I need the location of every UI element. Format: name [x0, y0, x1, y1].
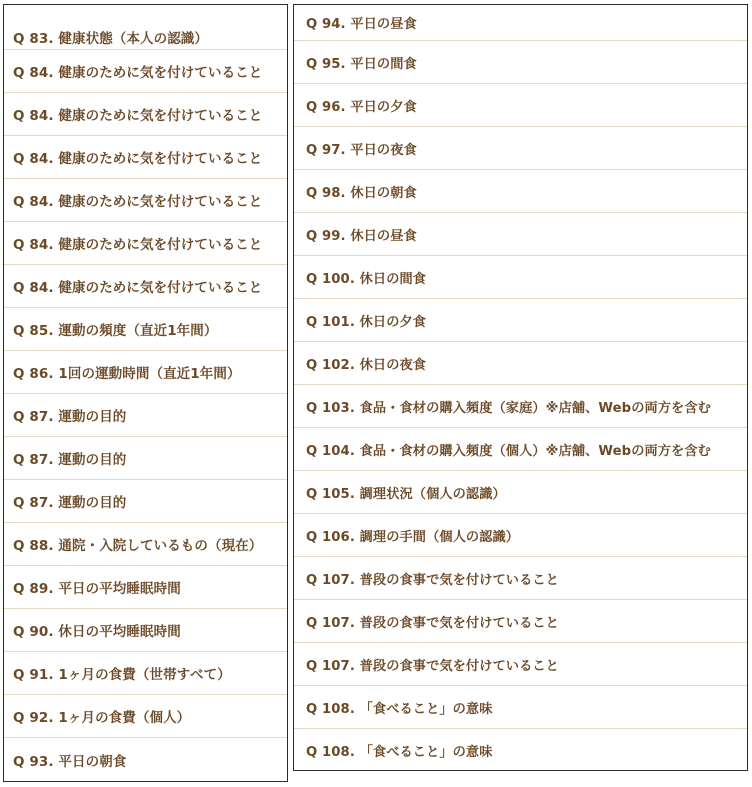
question-label: Q 98. 休日の朝食 [306, 185, 417, 201]
question-label: Q 88. 通院・入院しているもの（現在） [13, 538, 263, 554]
question-list-right [293, 4, 748, 771]
question-link-q106[interactable] [294, 514, 747, 557]
question-link-q87[interactable] [4, 480, 287, 523]
question-link-q105[interactable] [294, 471, 747, 514]
question-link-q91[interactable] [4, 652, 287, 695]
question-label: Q 102. 休日の夜食 [306, 357, 427, 373]
question-link-q93[interactable] [4, 738, 287, 781]
question-label: Q 108. 「食べること」の意味 [306, 745, 493, 760]
question-label: Q 90. 休日の平均睡眠時間 [13, 624, 181, 640]
question-link-q89[interactable] [4, 566, 287, 609]
question-link-q104[interactable] [294, 428, 747, 471]
question-link-q92[interactable] [4, 695, 287, 738]
question-link-q83[interactable] [4, 5, 287, 50]
question-link-q84[interactable] [4, 136, 287, 179]
question-list-right-items [294, 5, 747, 771]
question-link-q107[interactable] [294, 600, 747, 643]
question-label: Q 97. 平日の夜食 [306, 142, 417, 158]
question-link-q108[interactable] [294, 686, 747, 729]
question-label: Q 94. 平日の昼食 [306, 17, 417, 32]
question-link-q88[interactable] [4, 523, 287, 566]
question-link-q84[interactable] [4, 222, 287, 265]
question-link-q99[interactable] [294, 213, 747, 256]
question-link-q107[interactable] [294, 557, 747, 600]
question-link-q94[interactable] [294, 5, 747, 41]
question-link-q87[interactable] [4, 394, 287, 437]
question-link-q86[interactable] [4, 351, 287, 394]
question-label: Q 84. 健康のために気を付けていること [13, 280, 263, 296]
question-label: Q 84. 健康のために気を付けていること [13, 151, 263, 167]
question-label: Q 107. 普段の食事で気を付けていること [306, 615, 559, 631]
question-link-q84[interactable] [4, 50, 287, 93]
question-label: Q 93. 平日の朝食 [13, 753, 127, 770]
question-link-q96[interactable] [294, 84, 747, 127]
question-link-q90[interactable] [4, 609, 287, 652]
question-link-q101[interactable] [294, 299, 747, 342]
question-label: Q 95. 平日の間食 [306, 56, 417, 72]
question-link-q97[interactable] [294, 127, 747, 170]
question-label: Q 87. 運動の目的 [13, 409, 127, 425]
question-label: Q 87. 運動の目的 [13, 495, 127, 511]
question-link-q108[interactable] [294, 729, 747, 771]
question-label: Q 96. 平日の夕食 [306, 99, 417, 115]
question-link-q107[interactable] [294, 643, 747, 686]
question-list-left-items [4, 5, 287, 781]
question-label: Q 105. 調理状況（個人の認識） [306, 486, 506, 502]
question-link-q84[interactable] [4, 93, 287, 136]
question-link-q95[interactable] [294, 41, 747, 84]
question-list-left [3, 4, 288, 782]
question-label: Q 87. 運動の目的 [13, 452, 127, 468]
question-label: Q 92. 1ヶ月の食費（個人） [13, 710, 191, 726]
question-label: Q 106. 調理の手間（個人の認識） [306, 529, 520, 545]
question-label: Q 84. 健康のために気を付けていること [13, 108, 263, 124]
question-link-q87[interactable] [4, 437, 287, 480]
question-link-q102[interactable] [294, 342, 747, 385]
question-label: Q 100. 休日の間食 [306, 271, 427, 287]
question-label: Q 104. 食品・食材の購入頻度（個人）※店舗、Webの両方を含む [306, 443, 711, 459]
question-label: Q 91. 1ヶ月の食費（世帯すべて） [13, 667, 231, 683]
question-link-q84[interactable] [4, 179, 287, 222]
question-link-q85[interactable] [4, 308, 287, 351]
question-label: Q 107. 普段の食事で気を付けていること [306, 572, 559, 588]
question-link-q100[interactable] [294, 256, 747, 299]
question-label: Q 99. 休日の昼食 [306, 228, 417, 244]
question-label: Q 89. 平日の平均睡眠時間 [13, 581, 181, 597]
question-label: Q 101. 休日の夕食 [306, 314, 427, 330]
question-label: Q 84. 健康のために気を付けていること [13, 194, 263, 210]
question-label: Q 108. 「食べること」の意味 [306, 701, 493, 717]
question-label: Q 107. 普段の食事で気を付けていること [306, 658, 559, 674]
question-label: Q 86. 1回の運動時間（直近1年間） [13, 366, 241, 382]
question-link-q103[interactable] [294, 385, 747, 428]
question-label: Q 83. 健康状態（本人の認識） [13, 31, 208, 47]
question-label: Q 103. 食品・食材の購入頻度（家庭）※店舗、Webの両方を含む [306, 400, 711, 416]
question-link-q98[interactable] [294, 170, 747, 213]
question-label: Q 84. 健康のために気を付けていること [13, 65, 263, 81]
question-link-q84[interactable] [4, 265, 287, 308]
question-label: Q 85. 運動の頻度（直近1年間） [13, 323, 218, 339]
question-label: Q 84. 健康のために気を付けていること [13, 237, 263, 253]
